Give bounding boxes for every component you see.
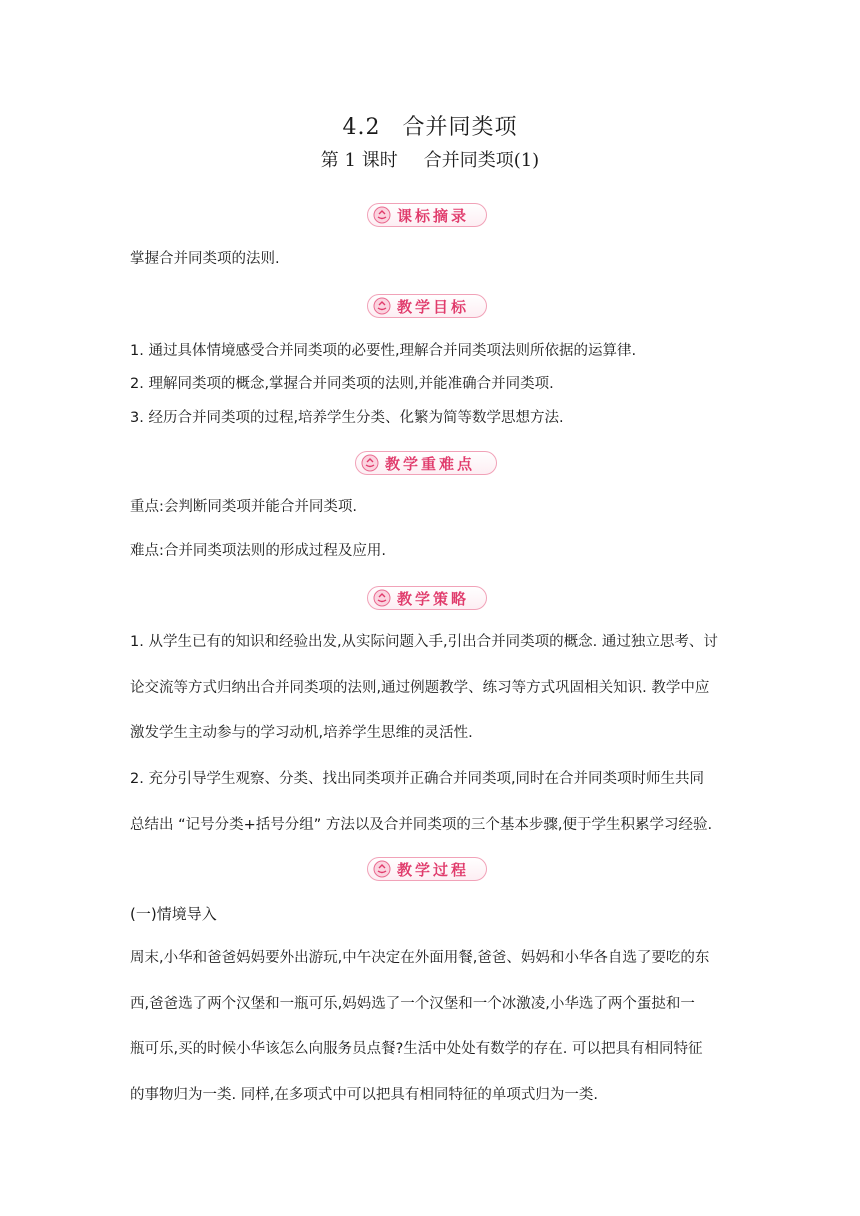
process-line-4: 的事物归为一类. 同样,在多项式中可以把具有相同特征的单项式归为一类. (130, 1087, 598, 1103)
hand-icon (373, 206, 391, 224)
process-subheading: (一)情境导入 (130, 905, 217, 923)
keypoints-badge (355, 451, 497, 475)
lesson-number: 第 1 课时 (320, 150, 398, 171)
lesson-title: 合并同类项(1) (423, 150, 540, 171)
strategy-badge (367, 586, 487, 610)
process-badge (367, 857, 487, 881)
curriculum-text: 掌握合并同类项的法则. (130, 251, 280, 267)
process-line-2: 西,爸爸选了两个汉堡和一瓶可乐,妈妈选了一个汉堡和一个冰激凌,小华选了两个蛋挞和一 (130, 996, 695, 1012)
strategy-line-4: 2. 充分引导学生观察、分类、找出同类项并正确合并同类项,同时在合并同类项时师生共同 (130, 771, 705, 787)
badge-label: 教学策略 (397, 589, 470, 608)
badge-label: 教学重难点 (385, 454, 476, 473)
badge-label: 课标摘录 (397, 206, 470, 225)
lesson-subtitle (0, 146, 860, 172)
strategy-line-1: 1. 从学生已有的知识和经验出发,从实际问题入手,引出合并同类项的概念. 通过独立思考、讨 (130, 634, 718, 650)
section-title (0, 110, 860, 141)
strategy-line-5: 总结出 “记号分类+括号分组” 方法以及合并同类项的三个基本步骤,便于学生积累学习经验. (130, 817, 713, 833)
hand-icon (373, 297, 391, 315)
goal-item-1: 1. 通过具体情境感受合并同类项的必要性,理解合并同类项法则所依据的运算律. (130, 343, 637, 359)
badge-label: 教学目标 (397, 297, 470, 316)
section-number: 4.2 (342, 115, 381, 140)
section-name: 合并同类项 (402, 115, 518, 140)
strategy-line-2: 论交流等方式归纳出合并同类项的法则,通过例题教学、练习等方式巩固相关知识. 教学中应 (130, 680, 710, 696)
hand-icon (361, 454, 379, 472)
strategy-line-3: 激发学生主动参与的学习动机,培养学生思维的灵活性. (130, 725, 473, 741)
hand-icon (373, 589, 391, 607)
badge-label: 教学过程 (397, 860, 470, 879)
goal-item-2: 2. 理解同类项的概念,掌握合并同类项的法则,并能准确合并同类项. (130, 376, 554, 392)
hand-icon (373, 860, 391, 878)
process-line-1: 周末,小华和爸爸妈妈要外出游玩,中午决定在外面用餐,爸爸、妈妈和小华各自选了要吃的东 (130, 950, 710, 966)
key-point: 重点:会判断同类项并能合并同类项. (130, 499, 357, 515)
goals-badge (367, 294, 487, 318)
process-line-3: 瓶可乐,买的时候小华该怎么向服务员点餐?生活中处处有数学的存在. 可以把具有相同特征 (130, 1041, 703, 1057)
curriculum-badge (367, 203, 487, 227)
goal-item-3: 3. 经历合并同类项的过程,培养学生分类、化繁为简等数学思想方法. (130, 410, 564, 426)
difficult-point: 难点:合并同类项法则的形成过程及应用. (130, 543, 386, 559)
